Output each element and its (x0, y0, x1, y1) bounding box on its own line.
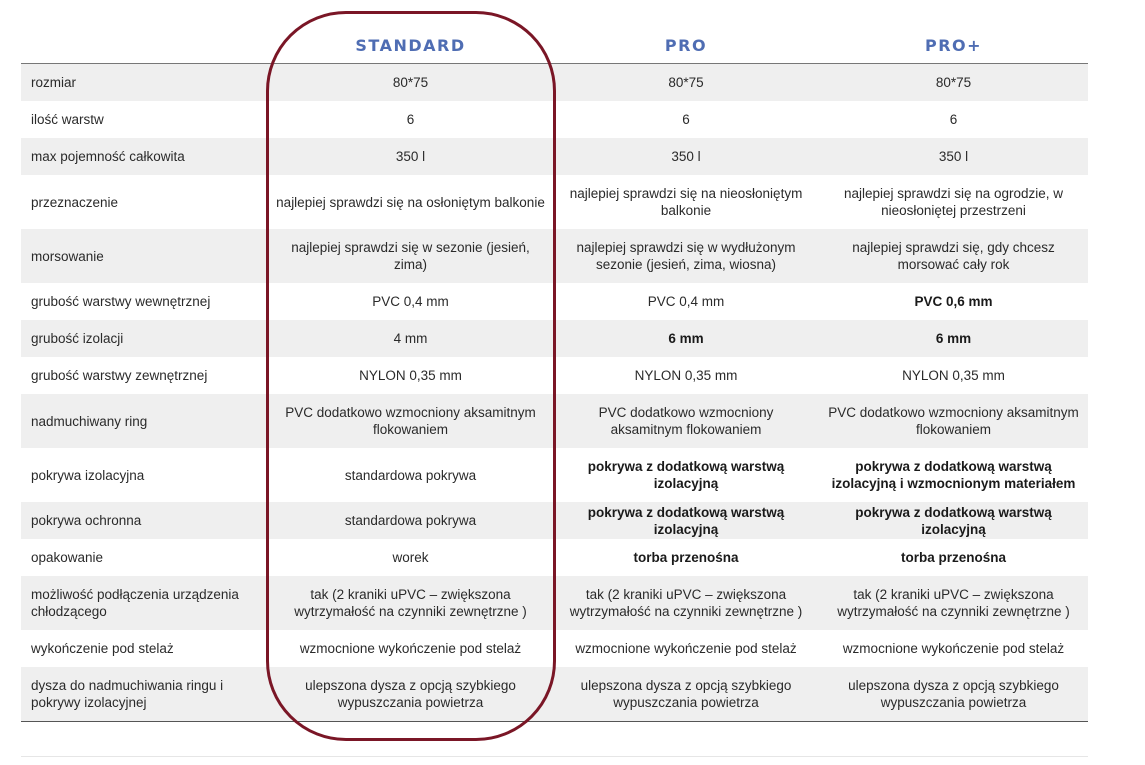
cell-pro-plus: 80*75 (819, 64, 1088, 102)
cell-standard: ulepszona dysza z opcją szybkiego wypuszczania powietrza (268, 667, 553, 722)
header-pro: PRO (664, 36, 708, 55)
table-row (21, 667, 1088, 722)
cell-standard: standardowa pokrywa (268, 448, 553, 502)
cell-standard: 350 l (268, 138, 553, 175)
cell-standard: worek (268, 539, 553, 576)
cell-pro-plus: pokrywa z dodatkową warstwą izolacyjną (819, 502, 1088, 539)
row-label: morsowanie (21, 229, 268, 283)
table-row (21, 576, 1088, 630)
table-row (21, 394, 1088, 448)
cell-standard: 6 (268, 101, 553, 138)
cell-pro-plus: najlepiej sprawdzi się, gdy chcesz morsować cały rok (819, 229, 1088, 283)
header-standard: STANDARD (355, 36, 466, 55)
cell-standard: 4 mm (268, 320, 553, 357)
cell-pro: pokrywa z dodatkową warstwą izolacyjną (553, 448, 819, 502)
row-label: max pojemność całkowita (21, 138, 268, 175)
table-row (21, 502, 1088, 539)
cell-standard: NYLON 0,35 mm (268, 357, 553, 394)
row-label: przeznaczenie (21, 175, 268, 229)
cell-standard: PVC 0,4 mm (268, 283, 553, 320)
cell-pro: najlepiej sprawdzi się w wydłużonym sezonie (jesień, zima, wiosna) (553, 229, 819, 283)
cell-pro: pokrywa z dodatkową warstwą izolacyjną (553, 502, 819, 539)
table-row (21, 283, 1088, 320)
table-row (21, 101, 1088, 138)
cell-pro-plus: 6 mm (819, 320, 1088, 357)
row-label: nadmuchiwany ring (21, 394, 268, 448)
row-label: wykończenie pod stelaż (21, 630, 268, 667)
cell-standard: tak (2 kraniki uPVC – zwiększona wytrzymałość na czynniki zewnętrzne ) (268, 576, 553, 630)
table-row (21, 630, 1088, 667)
row-label: pokrywa izolacyjna (21, 448, 268, 502)
cell-pro-plus: wzmocnione wykończenie pod stelaż (819, 630, 1088, 667)
cell-pro-plus: NYLON 0,35 mm (819, 357, 1088, 394)
cell-pro: PVC 0,4 mm (553, 283, 819, 320)
row-label: dysza do nadmuchiwania ringu i pokrywy izolacyjnej (21, 667, 268, 722)
cell-pro: ulepszona dysza z opcją szybkiego wypuszczania powietrza (553, 667, 819, 722)
cell-standard: wzmocnione wykończenie pod stelaż (268, 630, 553, 667)
cell-pro: tak (2 kraniki uPVC – zwiększona wytrzymałość na czynniki zewnętrzne ) (553, 576, 819, 630)
comparison-table (21, 14, 1088, 722)
row-label: możliwość podłączenia urządzenia chłodzącego (21, 576, 268, 630)
table-row (21, 357, 1088, 394)
row-label: grubość warstwy zewnętrznej (21, 357, 268, 394)
cell-pro: wzmocnione wykończenie pod stelaż (553, 630, 819, 667)
row-label: grubość izolacji (21, 320, 268, 357)
cell-pro-plus: pokrywa z dodatkową warstwą izolacyjną i wzmocnionym materiałem (819, 448, 1088, 502)
cell-pro: PVC dodatkowo wzmocniony aksamitnym flokowaniem (553, 394, 819, 448)
cell-pro-plus: tak (2 kraniki uPVC – zwiększona wytrzymałość na czynniki zewnętrzne ) (819, 576, 1088, 630)
row-label: ilość warstw (21, 101, 268, 138)
cell-pro: najlepiej sprawdzi się na nieosłoniętym balkonie (553, 175, 819, 229)
row-label: pokrywa ochronna (21, 502, 268, 539)
cell-pro-plus: PVC dodatkowo wzmocniony aksamitnym flokowaniem (819, 394, 1088, 448)
table-row (21, 138, 1088, 175)
row-label: rozmiar (21, 64, 268, 102)
table-row (21, 229, 1088, 283)
cell-pro-plus: najlepiej sprawdzi się na ogrodzie, w nieosłoniętej przestrzeni (819, 175, 1088, 229)
cell-pro-plus: ulepszona dysza z opcją szybkiego wypuszczania powietrza (819, 667, 1088, 722)
cell-pro: 350 l (553, 138, 819, 175)
row-label: grubość warstwy wewnętrznej (21, 283, 268, 320)
cell-pro-plus: 6 (819, 101, 1088, 138)
cell-standard: najlepiej sprawdzi się na osłoniętym balkonie (268, 175, 553, 229)
table-row (21, 64, 1088, 102)
comparison-table-wrapper (21, 14, 1088, 722)
bottom-divider (21, 756, 1088, 757)
cell-pro: torba przenośna (553, 539, 819, 576)
table-row (21, 448, 1088, 502)
cell-pro: 6 mm (553, 320, 819, 357)
header-row (21, 14, 1088, 64)
cell-standard: PVC dodatkowo wzmocniony aksamitnym flokowaniem (268, 394, 553, 448)
header-empty (21, 14, 268, 64)
cell-pro-plus: PVC 0,6 mm (819, 283, 1088, 320)
table-row (21, 175, 1088, 229)
table-row (21, 320, 1088, 357)
cell-pro-plus: torba przenośna (819, 539, 1088, 576)
cell-standard: standardowa pokrywa (268, 502, 553, 539)
cell-pro-plus: 350 l (819, 138, 1088, 175)
cell-pro: NYLON 0,35 mm (553, 357, 819, 394)
row-label: opakowanie (21, 539, 268, 576)
header-pro-plus: PRO+ (924, 36, 983, 55)
cell-standard: najlepiej sprawdzi się w sezonie (jesień, zima) (268, 229, 553, 283)
table-row (21, 539, 1088, 576)
cell-pro: 6 (553, 101, 819, 138)
cell-standard: 80*75 (268, 64, 553, 102)
cell-pro: 80*75 (553, 64, 819, 102)
